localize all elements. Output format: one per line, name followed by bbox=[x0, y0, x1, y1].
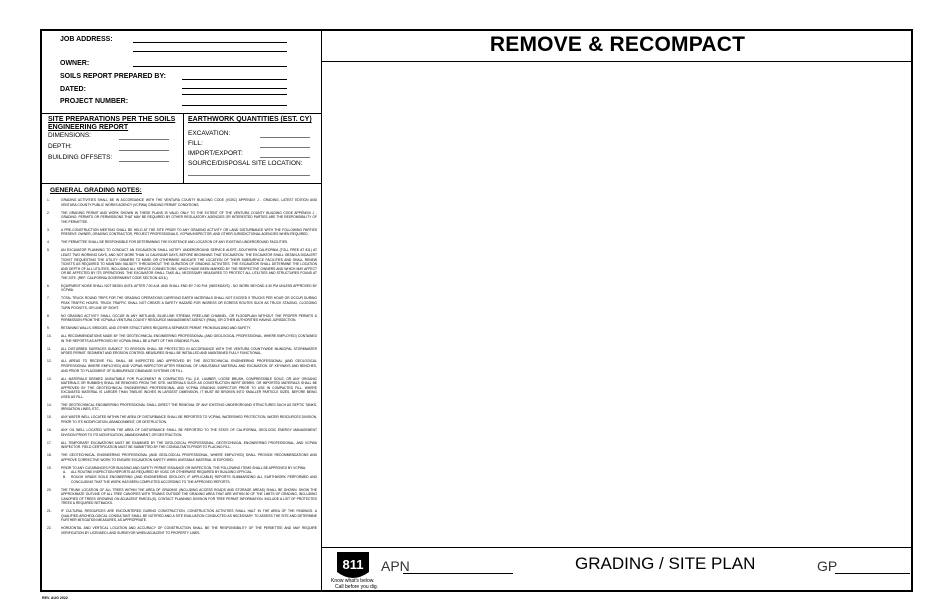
call-811-logo bbox=[331, 550, 379, 590]
note-number: 17. bbox=[47, 440, 52, 445]
grading-note bbox=[47, 334, 317, 343]
job-address-field[interactable] bbox=[133, 42, 287, 43]
project-number-field[interactable] bbox=[182, 105, 287, 106]
dimensions-label: DIMENSIONS: bbox=[48, 132, 91, 139]
grading-notes-heading: GENERAL GRADING NOTES: bbox=[50, 187, 142, 194]
note-text: EQUIPMENT NOISE SHALL NOT BEGIN UNTIL AFTER 7:00 A.M. AND SHALL END BY 7:00 P.M. (WEEKDAYS) - NO WORK BEYOND 4:30 PM UNLESS APPROVED BY VCPWA. bbox=[61, 283, 317, 293]
grading-note bbox=[47, 377, 317, 400]
note-number: 4. bbox=[47, 240, 50, 245]
grading-note bbox=[47, 415, 317, 424]
import-export-field[interactable] bbox=[260, 157, 310, 158]
excavation-field[interactable] bbox=[260, 137, 310, 138]
subitem-text: ALL ROUTINE INSPECTION REPORTS AS REQUIRED BY VCBC OR OTHERWISE REQUIRED BY BUILDING OFFICIAL. bbox=[71, 470, 253, 475]
note-number: 12. bbox=[47, 359, 52, 364]
note-text: HORIZONTAL AND VERTICAL LOCATION AND ACCURACY OF CONSTRUCTION SHALL BE THE RESPONSIBILITY OF THE PERMITTEE AND MAY REQUIRE VERIFICATION BY LICENSED LAND SURVEYOR WHEN ADJACENT TO PROPERTY LINES. bbox=[61, 526, 317, 536]
grading-note bbox=[47, 347, 317, 356]
note-number: 18. bbox=[47, 453, 52, 458]
soils-report-field[interactable] bbox=[182, 79, 287, 80]
note-text: GRADING ACTIVITIES SHALL BE IN ACCORDANCE WITH THE VENTURA COUNTY BUILDING CODE (VCBC) APPENDIX J - GRADING, LATEST EDITION AND VENTURA COUNTY PUBLIC WORKS AGENCY (VCPWA) GRADING PERMIT CONDITIONS. bbox=[61, 198, 317, 207]
note-number: 11. bbox=[47, 346, 52, 351]
note-number: 1. bbox=[47, 198, 50, 202]
depth-field[interactable] bbox=[119, 150, 169, 151]
dated-field[interactable] bbox=[182, 94, 287, 95]
note-text: AN EXCAVATOR PLANNING TO CONDUCT AN EXCAVATION SHALL NOTIFY UNDERGROUND SERVICE ALERT--SOUTHERN CALIFORNIA (TOLL FREE AT 811) AT LEAST TWO WORKING DAYS, AND NOT MORE THAN 14 CALENDAR DAYS, BEFORE BEGINNING THAT EXCAVATION. THE EXCAVATOR SHALL OBTAIN A DIGALERT TICKET REQUESTING THE UTILITY OWNERS TO MARK OR OTHERWISE INDICATE THE LOCATION OF THEIR SUBSURFACE FACILITIES AND SHALL RENEW TICKETS AS REQUIRED TO MAINTAIN VALIDITY THROUGHOUT THE DURATION OF GRADING ACTIVITIES. THE EXCAVATOR SHALL DETERMINE THE LOCATION AND DEPTH OF ALL UTILITIES, INCLUDING ALL SERVICE CONNECTIONS, WHICH HAVE BEEN MARKED BY THE RESPECTIVE OWNERS AND WHICH MAY AFFECT OR BE AFFECTED BY ITS OPERATIONS. THE EXCAVATOR SHALL TAKE ALL NECESSARY MEASURES TO PROTECT ALL UTILITIES AND STRUCTURES FOUND AT THE SITE. (REF: CALIFORNIA GOVERNMENT CODE SECTION 4216.) bbox=[61, 248, 317, 280]
note-text: TOTAL TRUCK ROUND TRIPS FOR THE GRADING OPERATIONS CARRYING EARTH MATERIALS SHALL NOT EXCEED 5 TRUCKS PER HOUR OR OCCUR DURING PEAK TRAFFIC HOURS. TRUCK TRAFFIC SHALL NOT CREATE A SAFETY HAZARD FOR INGRESS OR EGRESS ROUTES SUCH AS TRUCK STAGING, CLOGGING TURN POCKETS, OR LINE OF SIGHT. bbox=[61, 296, 317, 310]
soils-report-label: SOILS REPORT PREPARED BY: bbox=[60, 73, 166, 80]
grading-note bbox=[47, 403, 317, 412]
note-number: 16. bbox=[47, 428, 52, 433]
note-text: ANY OIL WELL LOCATED WITHIN THE AREA OF DISTURBANCE SHALL BE REPORTED TO THE STATE OF CALIFORNIA, GEOLOGIC ENERGY MANAGEMENT DIVISION PRIOR TO ITS MODIFICATION, ABANDONMENT, OR DESTRUCTION. bbox=[61, 428, 317, 437]
subitem-letter: B. bbox=[63, 474, 67, 479]
note-text: ALL DISTURBED SURFACES SUBJECT TO EROSION SHALL BE PROTECTED IN ACCORDANCE WITH THE VENTURA COUNTYWIDE MUNICIPAL STORMWATER NPDES PERMIT. SEDIMENT AND EROSION CONTROL MEASURES SHALL BE INSTALLED AND MAINTAINED FULLY FUNCTIONAL. bbox=[61, 346, 317, 356]
grading-note bbox=[47, 526, 317, 535]
note-text: NO GRADING ACTIVITY SHALL OCCUR IN ANY WETLAND, BLUE-LINE STREAM, FREE-LINE CHANNEL, OR FLOODPLAIN WITHOUT THE PROPER PERMITS & PERMISSION FROM THE VCPWA & VENTURA COUNTY RESOURCE MANAGEMENT AGENCY (RMA), OR OTHER AUTHORITIES HAVING JURISDICTION. bbox=[61, 313, 317, 323]
note-number: 9. bbox=[47, 326, 50, 331]
column-divider bbox=[321, 31, 322, 590]
grading-note bbox=[47, 240, 317, 245]
quantities-divider bbox=[183, 113, 184, 183]
grading-note bbox=[47, 359, 317, 373]
note-text: ALL MATERIALS DEEMED UNSUITABLE FOR PLACEMENT IN COMPACTED FILL (I.E. LUMBER, LOOSE BRUSH, COMPRESSIBLE SOILS, OR ANY ORGANIC MATERIALS OR RUBBISH) SHALL BE REMOVED FROM THE SITE. MATERIALS SUCH AS CONSTRUCTION INERT DEBRIS, OR IMPORTED MATERIALS SHALL BE APPROVED BY THE GEOTECHNICAL ENGINEERING PROFESSIONAL AND VCPWA GRADING INSPECTOR PRIOR TO USE IN COMPACTED FILL. WHERE EXCAVATED MATERIAL IS LARGER THAN TWELVE INCHES IN LARGEST DIMENSION, IT MUST BE BROKEN INTO SMALLER PARTICLE SIZES, BEFORE BEING USED AS FILL. bbox=[61, 376, 317, 399]
project-number-label: PROJECT NUMBER: bbox=[60, 98, 129, 105]
note-number: 22. bbox=[47, 526, 52, 531]
job-address-label: JOB ADDRESS: bbox=[60, 36, 113, 43]
grading-note bbox=[47, 248, 317, 280]
depth-label: DEPTH: bbox=[48, 143, 72, 150]
grading-note bbox=[47, 488, 317, 506]
title-divider bbox=[322, 61, 913, 62]
soils-report-field-2[interactable] bbox=[182, 88, 287, 89]
grading-notes-list bbox=[47, 198, 317, 539]
site-prep-heading: SITE PREPARATIONS PER THE SOILS bbox=[48, 116, 176, 123]
logo-line2: Call before you dig. bbox=[335, 584, 379, 590]
section-divider bbox=[42, 183, 321, 184]
note-text: ALL RECOMMENDATIONS MADE BY THE GEOTECHNICAL ENGINEERING PROFESSIONAL (AND GEOLOGICAL PROFESSIONAL, WHERE EMPLOYED) CONTAINED IN THE REPORTS AS APPROVED BY VCPWA SHALL BE A PART OF THIS GRADING PLAN. bbox=[61, 334, 317, 343]
note-text: A PRE-CONSTRUCTION MEETING SHALL BE HELD AT THE SITE PRIOR TO ANY GRADING ACTIVITY OR LAND DISTURBANCE WITH THE FOLLOWING PARTIES PRESENT: OWNER, GRADING CONTRACTOR, PROJECT PROFESSIONALS, VCPWA INSPECTOR, AND OTHER JURISDICTIONAL AGENCIES WHEN REQUIRED. bbox=[61, 227, 317, 237]
note-text: RETAINING WALLS, BRIDGES, AND OTHER STRUCTURES REQUIRE A SEPARATE PERMIT FROM BUILDING AND SAFETY. bbox=[61, 326, 251, 331]
logo-number: 811 bbox=[342, 557, 364, 572]
source-disposal-label: SOURCE/DISPOSAL SITE LOCATION: bbox=[188, 160, 303, 167]
source-disposal-field[interactable] bbox=[188, 175, 310, 176]
section-divider bbox=[42, 113, 321, 114]
note-number: 5. bbox=[47, 248, 50, 253]
owner-label: OWNER: bbox=[60, 60, 90, 67]
note-text: PRIOR TO ANY CLEARANCES FOR BUILDING AND SAFETY PERMIT ISSUANCE OR INSPECTION, THE FOLLOWING ITEMS SHALL BE APPROVED BY VCPWA: bbox=[61, 465, 307, 470]
note-number: 10. bbox=[47, 334, 52, 339]
building-offsets-field[interactable] bbox=[119, 161, 169, 162]
fill-field[interactable] bbox=[260, 147, 310, 148]
gp-field[interactable] bbox=[835, 573, 910, 574]
grading-note bbox=[47, 428, 317, 437]
note-number: 3. bbox=[47, 227, 50, 232]
owner-field[interactable] bbox=[133, 66, 287, 67]
note-number: 2. bbox=[47, 210, 50, 215]
note-number: 14. bbox=[47, 402, 52, 407]
building-offsets-label: BUILDING OFFSETS: bbox=[48, 154, 113, 161]
subitem-letter: A. bbox=[63, 470, 67, 475]
note-subitem bbox=[61, 475, 317, 484]
plan-title: GRADING / SITE PLAN bbox=[575, 554, 756, 573]
dimensions-field[interactable] bbox=[119, 139, 169, 140]
grading-note bbox=[47, 284, 317, 293]
grading-note bbox=[47, 314, 317, 323]
note-text: THE TRUNK LOCATION OF ALL TREES WITHIN THE AREA OF GRADING (INCLUDING ACCESS ROADS AND STORAGE AREAS) SHALL BE SHOWN. SHOW THE APPROXIMATE OUTLINE OF ALL TREE CANOPIES WITH TRUNKS OUTSIDE THE GRADING AREA THAT ARE WITHIN 50 OF THE LIMITS OF GRADING, INCLUDING CANOPIES OF TREES GROWING ON ADJACENT PARCEL(S). CONTACT PLANNING DIVISION FOR TREE PERMIT INFORMATION. INCLUDE A LIST OF PROTECTED TREES & REQUIRED SETBACKS. bbox=[61, 487, 317, 506]
note-text: ALL TEMPORARY EXCAVATIONS MUST BE EXAMINED BY THE GEOLOGICAL PROFESSIONAL, GEOTECHNICAL ENGINEERING PROFESSIONAL, AND VCPWA INSPECTOR. FIELD CERTIFICATION MUST BE SUBMITTED BY THE CONSULTANTS PRIOR TO PLACING FILL. bbox=[61, 440, 317, 450]
grading-note bbox=[47, 211, 317, 225]
grading-note bbox=[47, 296, 317, 310]
revision-date: REV. AUG 2022 bbox=[42, 596, 68, 600]
note-text: THE GEOTECHNICAL ENGINEERING PROFESSIONAL SHALL DIRECT THE REMOVAL OF ANY EXISTING UNDERGROUND STRUCTURES SUCH AS SEPTIC TANKS, IRRIGATION LINES, ETC. bbox=[61, 402, 317, 412]
logo-line1: Know what's below. bbox=[331, 578, 375, 584]
apn-field[interactable] bbox=[403, 573, 513, 574]
grading-note bbox=[47, 466, 317, 484]
fill-label: FILL: bbox=[188, 140, 203, 147]
note-number: 8. bbox=[47, 313, 50, 318]
note-text: THE GRADING PERMIT AND WORK SHOWN IN THESE PLANS IS VALID ONLY TO THE EXTENT OF THE VENTURA COUNTY BUILDING CODE APPENDIX J - GRADING. PERMITS OR PERMISSIONS THAT MAY BE REQUIRED BY OTHER REGULATORY AGENCIES OR INTERESTED PARTIES ARE THE RESPONSIBILITY OF THE PERMITTEE. bbox=[61, 210, 317, 224]
job-address-field-2[interactable] bbox=[133, 51, 287, 52]
drawing-title: REMOVE & RECOMPACT bbox=[489, 33, 746, 56]
import-export-label: IMPORT/EXPORT: bbox=[188, 150, 243, 157]
grading-note bbox=[47, 453, 317, 462]
note-text: ANY WATER WELL LOCATED WITHIN THE AREA OF DISTURBANCE SHALL BE REPORTED TO VCPWA, WATERSHED PROTECTION, WATER RESOURCES DIVISION, PRIOR TO ITS MODIFICATION, ABANDONMENT, OR DESTRUCTION. bbox=[61, 415, 317, 425]
grading-note bbox=[47, 326, 317, 331]
note-number: 13. bbox=[47, 376, 52, 381]
note-number: 7. bbox=[47, 296, 50, 301]
dated-label: DATED: bbox=[60, 86, 86, 93]
apn-label: APN bbox=[381, 558, 410, 574]
gp-label: GP bbox=[817, 558, 838, 574]
note-number: 19. bbox=[47, 465, 52, 470]
note-text: THE GEOTECHNICAL ENGINEERING PROFESSIONAL (AND GEOLOGICAL PROFESSIONAL, WHERE EMPLOYED) SHALL PROVIDE RECOMMENDATIONS AND APPROVE CORRECTIVE WORK TO ENSURE EXCAVATION SAFETY WHEN UNSTABLE MATERIAL IS EXPOSED. bbox=[61, 453, 317, 462]
grading-note bbox=[47, 228, 317, 237]
earthwork-heading: EARTHWORK QUANTITIES (EST. CY) bbox=[188, 116, 312, 123]
note-text: IF CULTURAL RESOURCES ARE ENCOUNTERED DURING CONSTRUCTION, CONSTRUCTION ACTIVITIES SHALL HALT IN THE AREA OF THE FINDINGS. A QUALIFIED ARCHEOLOGICAL CONSULTANT SHALL BE NOTIFIED AND A SITE EVALUATION CONDUCTED AS NECESSARY TO ASSESS THE SITE AND DETERMINE FURTHER MITIGATION MEASURES, AS APPROPRIATE. bbox=[61, 509, 317, 523]
note-number: 20. bbox=[47, 487, 52, 492]
drawing-sheet bbox=[40, 29, 913, 592]
note-number: 21. bbox=[47, 509, 52, 514]
note-text: ALL AREAS TO RECEIVE FILL SHALL BE INSPECTED AND APPROVED BY THE GEOTECHNICAL ENGINEERING PROFESSIONAL (AND GEOLOGICAL PROFESSIONAL WHERE EMPLOYED) AND VCPWA INSPECTOR AFTER REMOVAL OF UNSUITABLE MATERIAL AND EXCAVATION OF KEYWAYS AND BENCHES, AND PRIOR TO PLACEMENT OF SUBSURFACE DRAINAGE SYSTEMS OR FILL. bbox=[61, 359, 317, 373]
footer-divider bbox=[322, 547, 913, 548]
subitem-text: ROUGH GRADE SOILS ENGINEERING (AND ENGINEERING GEOLOGY, IF APPLICABLE) REPORTS SUMMARIZING ALL EARTHWORK PERFORMED AND CONCLUDING THAT THE WORK HAS BEEN COMPLETED ACCORDING TO THE APPROVED REPORTS. bbox=[71, 474, 317, 484]
note-text: THE PERMITTEE SHALL BE RESPONSIBLE FOR DETERMINING THE EXISTENCE AND LOCATION OF ANY EXISTING UNDERGROUND FACILITIES. bbox=[61, 240, 289, 245]
site-prep-heading-2: ENGINEERING REPORT bbox=[48, 124, 129, 131]
note-number: 15. bbox=[47, 415, 52, 420]
excavation-label: EXCAVATION: bbox=[188, 130, 231, 137]
grading-note bbox=[47, 441, 317, 450]
note-number: 6. bbox=[47, 283, 50, 288]
grading-note bbox=[47, 509, 317, 523]
grading-note bbox=[47, 198, 317, 207]
